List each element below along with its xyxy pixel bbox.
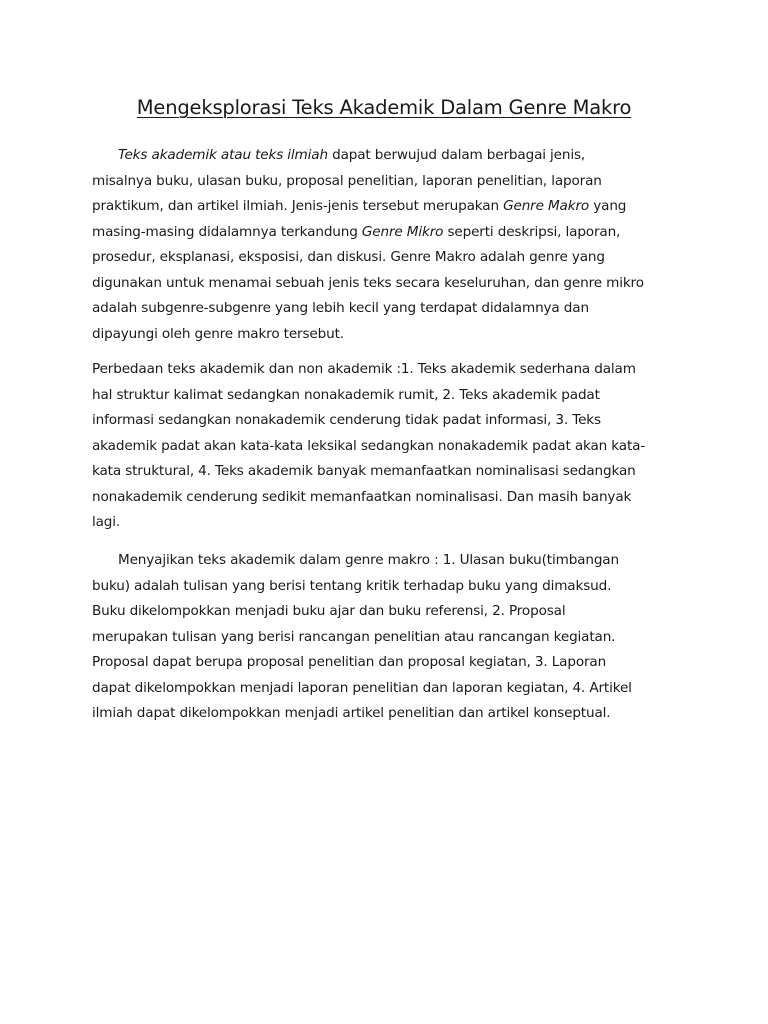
text-run: dipayungi oleh genre makro tersebut.: [92, 325, 344, 342]
text-line: [92, 510, 682, 536]
text-run: prosedur, eksplanasi, eksposisi, dan diskusi. Genre Makro adalah genre yang: [92, 249, 605, 265]
document-title: Mengeksplorasi Teks Akademik Dalam Genre Makro: [136, 96, 632, 119]
text-run: akademik padat akan kata-kata leksikal sedangkan nonakademik padat akan kata-: [92, 437, 646, 454]
text-line: [92, 701, 682, 727]
text-run: informasi sedangkan nonakademik cenderung tidak padat informasi, 3. Teks: [92, 412, 601, 428]
text-line: [92, 676, 682, 702]
text-run: nonakademik cenderung sedikit memanfaatkan nominalisasi. Dan masih banyak: [92, 488, 632, 505]
text-run: yang: [589, 198, 627, 214]
text-run: misalnya buku, ulasan buku, proposal penelitian, laporan penelitian, laporan: [92, 172, 602, 189]
paragraph-presenting: [92, 548, 682, 727]
italic-term: Genre Makro: [503, 198, 590, 214]
text-run: dapat dikelompokkan menjadi laporan penelitian dan laporan kegiatan, 4. Artikel: [92, 679, 632, 696]
text-line: [92, 459, 682, 485]
text-line: [92, 322, 682, 348]
text-run: merupakan tulisan yang berisi rancangan penelitian atau rancangan kegiatan.: [92, 628, 616, 645]
text-run: dapat berwujud dalam berbagai jenis,: [327, 147, 586, 163]
italic-term: Teks akademik atau teks ilmiah: [118, 147, 328, 163]
paragraph-macro-genre: [92, 143, 682, 347]
text-run: lagi.: [92, 514, 121, 530]
text-line: [92, 408, 682, 434]
text-run: Buku dikelompokkan menjadi buku ajar dan buku referensi, 2. Proposal: [92, 603, 566, 619]
text-run: Proposal dapat berupa proposal penelitian dan proposal kegiatan, 3. Laporan: [92, 654, 607, 670]
text-run: kata struktural, 4. Teks akademik banyak memanfaatkan nominalisasi sedangkan: [92, 463, 636, 479]
paragraph-differences: [92, 357, 682, 536]
text-run: ilmiah dapat dikelompokkan menjadi artikel penelitian dan artikel konseptual.: [92, 705, 611, 721]
text-line: [92, 625, 682, 651]
text-line: [92, 434, 682, 460]
text-line: [92, 599, 682, 625]
text-run: hal struktur kalimat sedangkan nonakademik rumit, 2. Teks akademik padat: [92, 386, 600, 403]
text-line: [92, 357, 682, 383]
text-run: adalah subgenre-subgenre yang lebih kecil yang terdapat didalamnya dan: [92, 300, 589, 316]
text-line: [92, 169, 682, 195]
text-run: praktikum, dan artikel ilmiah. Jenis-jenis tersebut merupakan: [92, 198, 504, 214]
text-run: masing-masing didalamnya terkandung: [92, 223, 362, 240]
text-line: [92, 574, 682, 600]
text-line: [92, 194, 682, 220]
text-run: Menyajikan teks akademik dalam genre makro : 1. Ulasan buku(timbangan: [118, 552, 619, 568]
text-line: [92, 245, 682, 271]
text-run: Perbedaan teks akademik dan non akademik :1. Teks akademik sederhana dalam: [92, 361, 636, 377]
text-run: digunakan untuk menamai sebuah jenis teks secara keseluruhan, dan genre mikro: [92, 274, 644, 291]
text-line: [92, 485, 682, 511]
italic-term: Genre Mikro: [361, 223, 444, 240]
text-line: [92, 296, 682, 322]
text-line: [92, 383, 682, 409]
text-line: [92, 650, 682, 676]
text-line: [92, 548, 682, 574]
text-run: seperti deskripsi, laporan,: [443, 223, 621, 240]
text-run: buku) adalah tulisan yang berisi tentang kritik terhadap buku yang dimaksud.: [92, 577, 612, 594]
text-line: [92, 220, 682, 246]
text-line: [92, 271, 682, 297]
text-line: [92, 143, 682, 169]
